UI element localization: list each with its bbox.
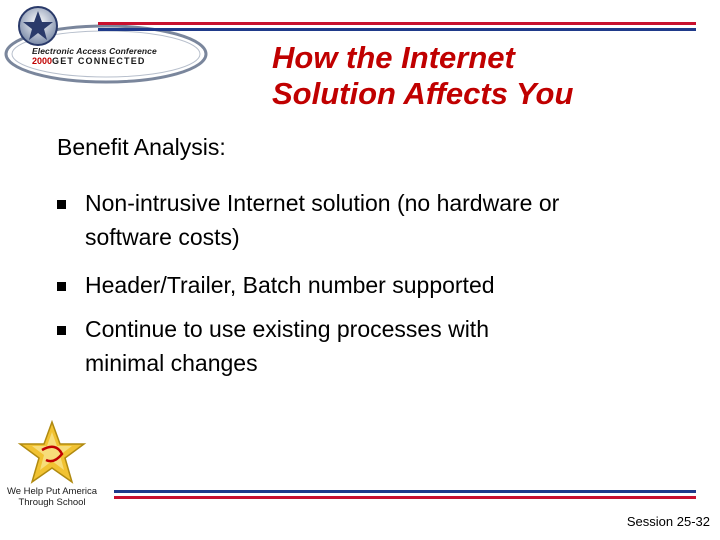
session-label: Session 25-32	[626, 514, 710, 529]
logo-line1: Electronic Access Conference	[32, 46, 157, 56]
top-stripe-blue	[98, 28, 696, 31]
bullet-line: Continue to use existing processes with	[85, 316, 489, 342]
title-line1: How the Internet	[272, 40, 515, 75]
square-bullet-icon	[57, 282, 66, 291]
slide-title	[272, 40, 712, 112]
logo-tagline: GET CONNECTED	[52, 56, 146, 66]
bullet-text	[85, 186, 685, 254]
tagline-line1: We Help Put America	[6, 486, 98, 497]
bullet-line: minimal changes	[85, 350, 258, 376]
logo-line2	[32, 56, 146, 66]
title-line2: Solution Affects You	[272, 76, 574, 111]
logo-year: 2000	[32, 56, 53, 66]
tagline-line2: Through School	[18, 497, 86, 508]
star-icon	[16, 420, 88, 486]
subheading: Benefit Analysis:	[57, 134, 226, 160]
bullet-line: Non-intrusive Internet solution (no hardware or	[85, 190, 560, 216]
sfa-logo	[2, 420, 102, 510]
top-stripe-red	[98, 22, 696, 25]
bottom-stripe-blue	[114, 490, 696, 493]
square-bullet-icon	[57, 326, 66, 335]
conference-logo-graphic	[2, 4, 212, 86]
bottom-stripe-red	[114, 496, 696, 499]
conference-logo	[2, 4, 212, 86]
bullet-line: Header/Trailer, Batch number supported	[85, 272, 495, 298]
bullet-text	[85, 268, 685, 302]
sfa-tagline	[6, 486, 98, 508]
bullet-line: software costs)	[85, 224, 240, 250]
bullet-text	[85, 312, 685, 380]
square-bullet-icon	[57, 200, 66, 209]
